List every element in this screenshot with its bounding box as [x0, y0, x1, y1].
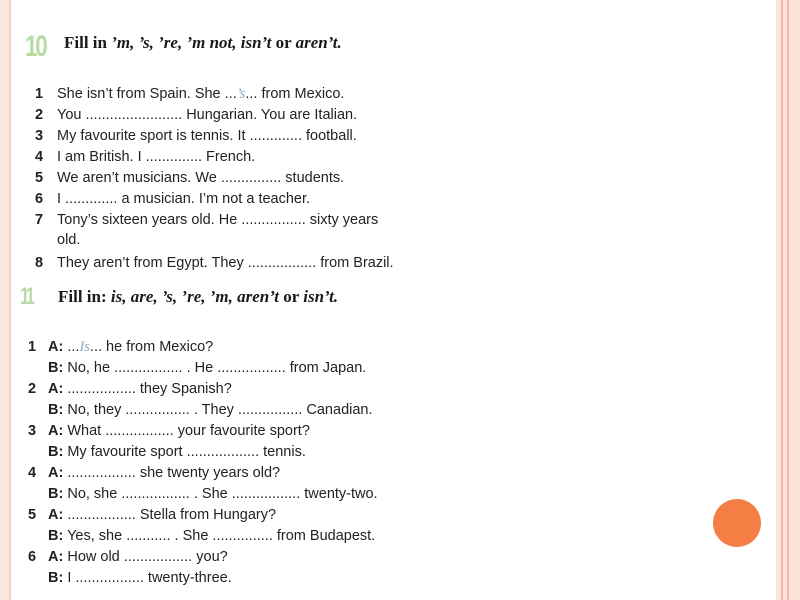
exercise-11-number: 11: [20, 283, 33, 310]
speaker-b-label: B:: [48, 402, 64, 418]
item-text: ... from Mexico.: [245, 86, 345, 102]
item-number: 7: [35, 212, 44, 228]
exercise-11-item-3-b: [48, 444, 306, 460]
dialogue-text: How old ................. you?: [63, 549, 228, 565]
exercise-11-item-4-b: [48, 486, 378, 502]
item-number: 2: [28, 381, 37, 397]
dialogue-text: Yes, she ........... . She ............... from Budapest.: [63, 528, 376, 544]
item-number: 3: [35, 128, 44, 144]
item-number: 6: [28, 549, 37, 565]
speaker-a-label: A:: [48, 339, 64, 355]
item-number: 6: [35, 191, 44, 207]
exercise-10-item-4: I am British. I .............. French.: [57, 149, 256, 165]
dialogue-text: ................. Stella from Hungary?: [63, 507, 277, 523]
speaker-b-label: B:: [48, 444, 64, 460]
speaker-a-label: A:: [48, 507, 64, 523]
item-number: 8: [35, 255, 44, 271]
exercise-11-item-5-a: [48, 507, 276, 523]
exercise-11-item-3-a: [48, 423, 310, 439]
title-options: ’m, ’s, ’re, ’m not, isn’t: [111, 33, 272, 52]
dialogue-text: I ................. twenty-three.: [63, 570, 232, 586]
speaker-a-label: A:: [48, 465, 64, 481]
exercise-10-item-3: My favourite sport is tennis. It ............. football.: [57, 128, 357, 144]
exercise-11-item-6-b: [48, 570, 232, 586]
speaker-a-label: A:: [48, 423, 64, 439]
title-or: or: [271, 33, 296, 52]
exercise-11-item-2-b: [48, 402, 373, 418]
title-or: or: [279, 287, 304, 306]
speaker-a-label: A:: [48, 381, 64, 397]
left-border-line: [9, 0, 11, 600]
title-last: aren’t.: [295, 33, 342, 52]
item-number: 5: [28, 507, 37, 523]
dialogue-text: ...: [63, 339, 80, 355]
exercise-11-title: [58, 287, 338, 307]
speaker-b-label: B:: [48, 570, 64, 586]
exercise-10-item-7: Tony’s sixteen years old. He ................ sixty years: [57, 212, 379, 228]
item-text: She isn’t from Spain. She ...: [57, 86, 237, 102]
item-number: 3: [28, 423, 37, 439]
dialogue-text: No, they ................ . They ................ Canadian.: [63, 402, 373, 418]
speaker-b-label: B:: [48, 528, 64, 544]
title-lead: Fill in:: [58, 287, 111, 306]
dialogue-text: What ................. your favourite sport?: [63, 423, 310, 439]
left-border: [0, 0, 9, 600]
right-band-line: [781, 0, 783, 600]
exercise-11-item-1-a: [48, 339, 213, 356]
item-number: 1: [28, 339, 37, 355]
item-number: 4: [35, 149, 44, 165]
exercise-10-item-1: [57, 86, 344, 103]
exercise-11-item-5-b: [48, 528, 375, 544]
exercise-11-item-6-a: [48, 549, 228, 565]
speaker-a-label: A:: [48, 549, 64, 565]
exercise-10-title: [64, 33, 342, 53]
title-last: isn’t.: [303, 287, 339, 306]
exercise-11-item-4-a: [48, 465, 280, 481]
dialogue-text: ................. they Spanish?: [63, 381, 232, 397]
speaker-b-label: B:: [48, 486, 64, 502]
item-number: 1: [35, 86, 44, 102]
item-number: 4: [28, 465, 37, 481]
exercise-10-number: 10: [25, 30, 46, 63]
dialogue-text: ... he from Mexico?: [89, 339, 214, 355]
exercise-11-item-1-b: [48, 360, 366, 376]
exercise-10-item-7-cont: old.: [57, 232, 81, 248]
dialogue-text: My favourite sport .................. tennis.: [63, 444, 306, 460]
item-number: 5: [35, 170, 44, 186]
title-lead: Fill in: [64, 33, 112, 52]
dialogue-text: No, he ................. . He ................. from Japan.: [63, 360, 367, 376]
example-answer: Is: [79, 339, 90, 355]
right-band-line: [787, 0, 789, 600]
speaker-b-label: B:: [48, 360, 64, 376]
orange-circle-decoration: [713, 499, 761, 547]
exercise-10-item-8: They aren’t from Egypt. They ................. from Brazil.: [57, 255, 394, 271]
exercise-10-item-2: You ........................ Hungarian. You are Italian.: [57, 107, 358, 123]
title-options: is, are, ’s, ’re, ’m, aren’t: [110, 287, 279, 306]
example-answer: ’s: [236, 86, 246, 102]
exercise-11-item-2-a: [48, 381, 232, 397]
item-number: 2: [35, 107, 44, 123]
dialogue-text: ................. she twenty years old?: [63, 465, 281, 481]
dialogue-text: No, she ................. . She ................. twenty-two.: [63, 486, 378, 502]
exercise-10-item-5: We aren’t musicians. We ............... students.: [57, 170, 345, 186]
exercise-10-item-6: I ............. a musician. I’m not a teacher.: [57, 191, 311, 207]
